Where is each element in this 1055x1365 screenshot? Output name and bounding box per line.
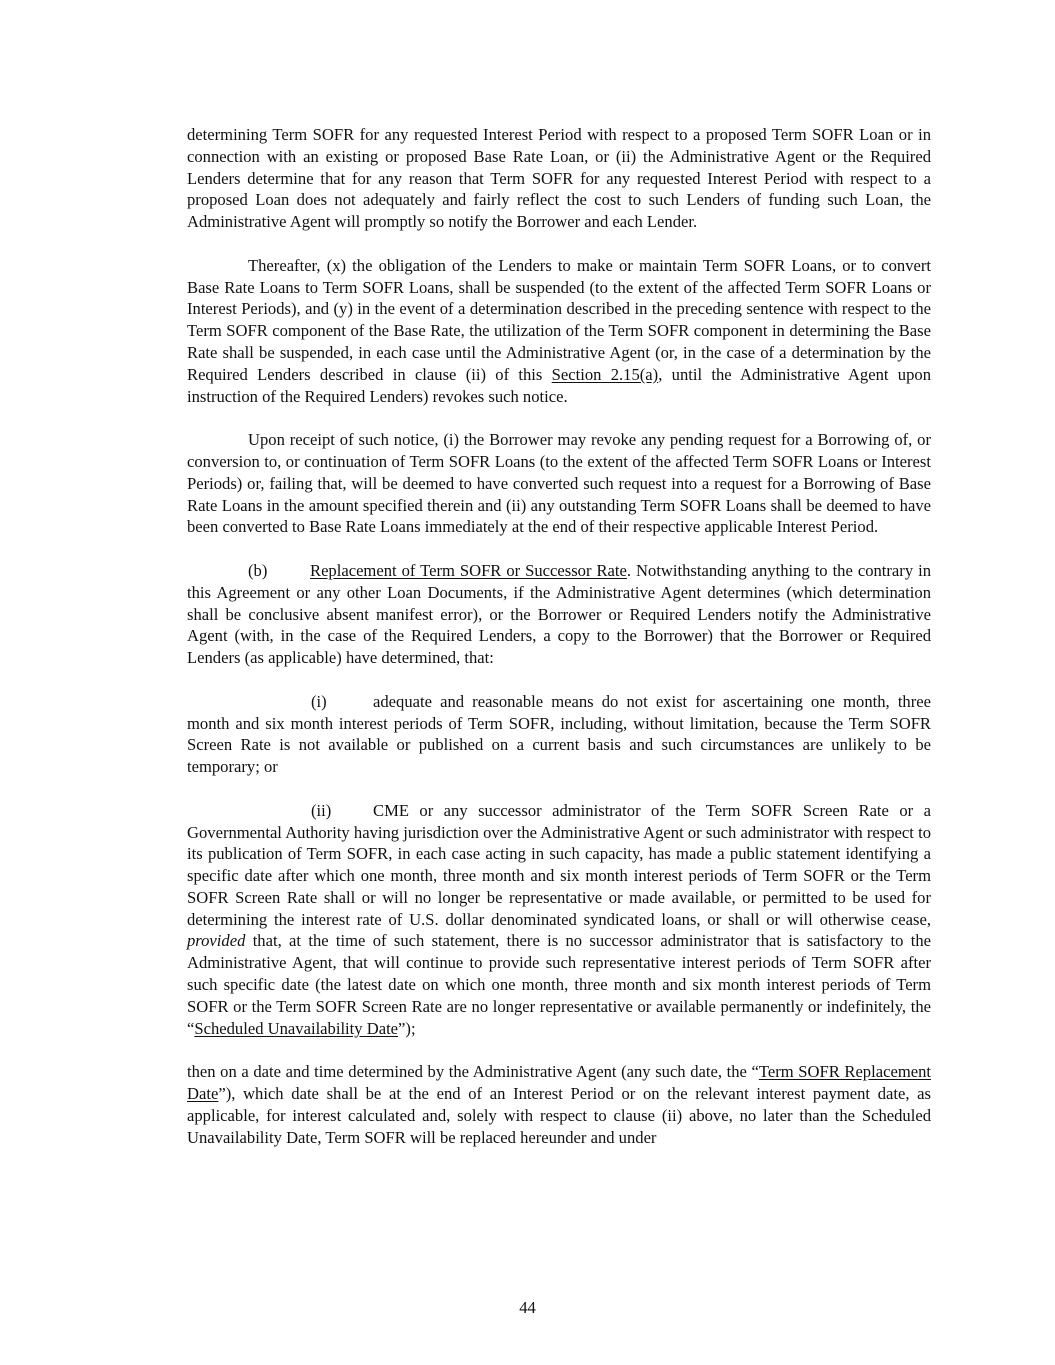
- paragraph-upon-receipt: [187, 429, 931, 538]
- paragraph-text: ”);: [398, 1018, 416, 1038]
- paragraph-text: ”), which date shall be at the end of an Interest Period or on the relevant interest payment date, as applicable, for interest calculated and, solely with respect to clause (ii) above, no later than the Scheduled Unavailability Date, Term SOFR will be replaced hereunder and under: [187, 1084, 931, 1147]
- paragraph-text: adequate and reasonable means do not exist for ascertaining one month, three month and six month interest periods of Term SOFR, including, without limitation, because the Term SOFR Screen Rate is not available or published on a current basis and such circumstances are unlikely to be temporary; or: [187, 691, 931, 777]
- defined-term: Scheduled Unavailability Date: [194, 1018, 399, 1038]
- paragraph-continuation: [187, 124, 931, 233]
- subclause-label: (i): [311, 691, 327, 711]
- paragraph-subclause-ii: [187, 800, 931, 1040]
- clause-label: (b): [248, 560, 268, 580]
- paragraph-text: that, at the time of such statement, there is no successor administrator that is satisfactory to the Administrative Agent, that will continue to provide such representative interest periods of Term SOFR after such specific date (the latest date on which one month, three month and six month interest periods of Term SOFR or the Term SOFR Screen Rate are no longer representative or available permanently or indefinitely, the “: [187, 931, 931, 1038]
- paragraph-text: determining Term SOFR for any requested Interest Period with respect to a proposed Term SOFR Loan or in connection with an existing or proposed Base Rate Loan, or (ii) the Administrative Agent or the Required Lenders determine that for any reason that Term SOFR for any requested Interest Period with respect to a proposed Loan does not adequately and fairly reflect the cost to such Lenders of funding such Loan, the Administrative Agent will promptly so notify the Borrower and each Lender.: [187, 125, 931, 232]
- paragraph-text: CME or any successor administrator of the Term SOFR Screen Rate or a Governmental Authority having jurisdiction over the Administrative Agent or such administrator with respect to its publication of Term SOFR, in each case acting in such capacity, has made a public statement identifying a specific date after which one month, three month and six month interest periods of Term SOFR or the Term SOFR Screen Rate shall or will no longer be representative or made available, or permitted to be used for determining the interest rate of U.S. dollar denominated syndicated loans, or shall or will otherwise cease,: [187, 800, 931, 929]
- italic-term: provided: [187, 931, 246, 951]
- paragraph-text: Upon receipt of such notice, (i) the Borrower may revoke any pending request for a Borrowing of, or conversion to, or continuation of Term SOFR Loans (to the extent of the affected Term SOFR Loans or Interest Periods) or, failing that, will be deemed to have converted such request into a request for a Borrowing of Base Rate Loans in the amount specified therein and (ii) any outstanding Term SOFR Loans shall be deemed to have been converted to Base Rate Loans immediately at the end of their respective applicable Interest Period.: [187, 430, 931, 537]
- paragraph-text: . Notwithstanding anything to the contrary in this Agreement or any other Loan Documents, if the Administrative Agent determines (which determination shall be conclusive absent manifest error), or the Borrower or Required Lenders notify the Administrative Agent (with, in the case of the Required Lenders, a copy to the Borrower) that the Borrower or Required Lenders (as applicable) have determined, that:: [187, 560, 931, 668]
- defined-term: Term SOFR Replacement Date: [187, 1062, 931, 1104]
- page-number: 44: [519, 1298, 536, 1317]
- paragraph-subclause-i: [187, 691, 931, 778]
- paragraph-clause-b: [187, 560, 931, 669]
- paragraph-text: then on a date and time determined by the Administrative Agent (any such date, the “: [187, 1062, 759, 1082]
- paragraph-thereafter: [187, 255, 931, 408]
- paragraph-then: [187, 1061, 931, 1148]
- section-reference: Section 2.15(a): [551, 364, 659, 384]
- clause-heading: Replacement of Term SOFR or Successor Rate: [310, 560, 627, 580]
- body-text: [187, 124, 931, 1170]
- paragraph-text: , until the Administrative Agent upon instruction of the Required Lenders) revokes such notice.: [187, 364, 931, 406]
- subclause-label: (ii): [311, 800, 332, 820]
- paragraph-text: Thereafter, (x) the obligation of the Lenders to make or maintain Term SOFR Loans, or to convert Base Rate Loans to Term SOFR Loans, shall be suspended (to the extent of the affected Term SOFR Loans or Interest Periods), and (y) in the event of a determination described in the preceding sentence with respect to the Term SOFR component of the Base Rate, the utilization of the Term SOFR component in determining the Base Rate shall be suspended, in each case until the Administrative Agent (or, in the case of a determination by the Required Lenders described in clause (ii) of this: [187, 255, 931, 384]
